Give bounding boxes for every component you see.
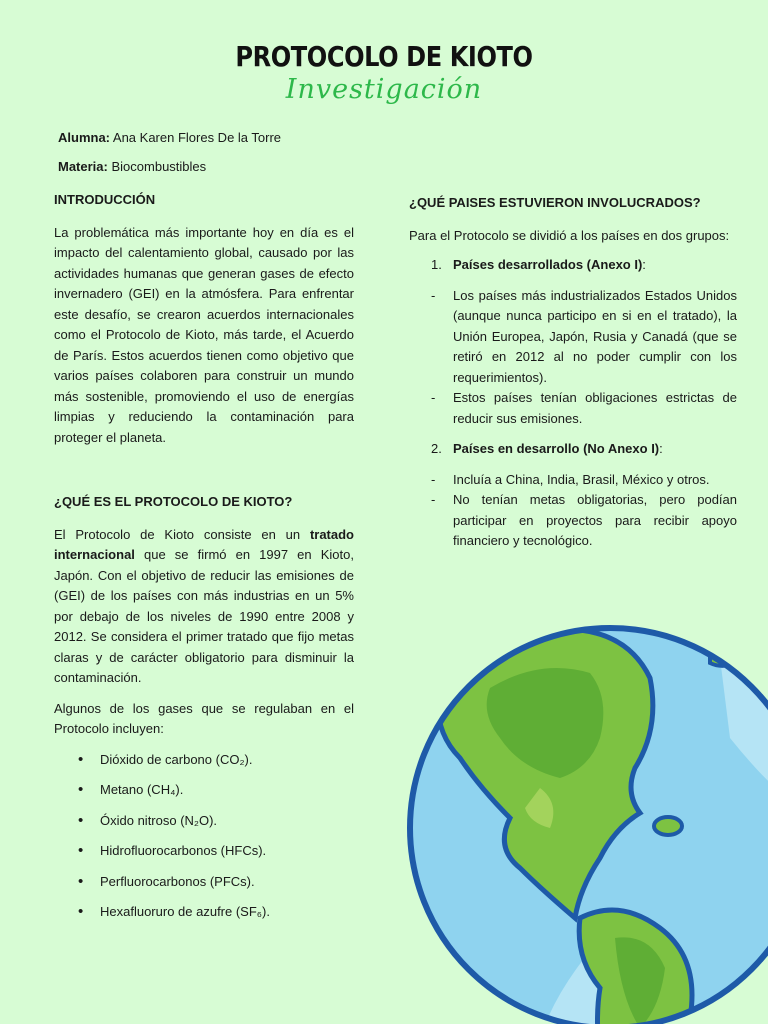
group1-list — [431, 286, 737, 430]
page-title: PROTOCOLO DE KIOTO — [235, 40, 533, 73]
what-text-a: El Protocolo de Kioto consiste en un — [54, 526, 310, 542]
list-item: • Metano (CH₄). — [78, 780, 354, 801]
group1-title-text: Países desarrollados (Anexo I) — [453, 257, 643, 272]
list-item: • Óxido nitroso (N₂O). — [78, 811, 354, 832]
right-column — [409, 193, 737, 552]
what-text-bold: tratado internacional — [54, 526, 354, 562]
group2-list — [431, 470, 737, 552]
island — [654, 817, 682, 835]
group1-number: 1. — [431, 257, 442, 272]
group1-title — [431, 255, 737, 276]
list-item: • Hidrofluorocarbonos (HFCs). — [78, 841, 354, 862]
what-paragraph — [54, 525, 354, 689]
intro-paragraph: La problemática más importante hoy en día es el impacto del calentamiento global, causado por las actividades humanas que generan gases de efecto invernadero (GEI) en la atmósfera. Para enfrentar este desafío, se crearon acuerdos internacionales como el Protocolo de Kioto, más tarde, el Acuerdo de París. Estos acuerdos tienen como objetivo que varios países colaboren para construir un mundo más sostenible, promoviendo el uso de energías limpias y reduciendo la contaminación para proteger el planeta. — [54, 224, 354, 445]
author-label: Alumna: — [58, 130, 110, 145]
what-heading: ¿QUÉ ES EL PROTOCOLO DE KIOTO? — [54, 494, 293, 509]
subject-line — [58, 159, 206, 174]
subject-value: Biocombustibles — [111, 159, 207, 174]
group2-number: 2. — [431, 441, 442, 456]
author-line — [58, 130, 281, 145]
earth-globe-icon — [400, 618, 768, 1024]
list-item: - No tenían metas obligatorias, pero podían participar en proyectos para recibir apoyo financiero y tecnológico. — [431, 490, 737, 552]
intro-heading: INTRODUCCIÓN — [54, 192, 156, 207]
list-item: • Dióxido de carbono (CO₂). — [78, 750, 354, 771]
group1-colon: : — [642, 257, 646, 272]
left-column — [54, 190, 354, 933]
list-item: - Incluía a China, India, Brasil, México y otros. — [431, 470, 737, 491]
gases-intro: Algunos de los gases que se regulaban en el Protocolo incluyen: — [54, 700, 354, 736]
group2-title-text: Países en desarrollo (No Anexo I) — [453, 441, 660, 456]
list-item: - Estos países tenían obligaciones estrictas de reducir sus emisiones. — [431, 388, 737, 429]
group2-colon: : — [659, 441, 663, 456]
gases-list — [78, 750, 354, 923]
list-item: • Hexafluoruro de azufre (SF₆). — [78, 902, 354, 923]
list-item: • Perfluorocarbonos (PFCs). — [78, 872, 354, 893]
page-subtitle: Investigación — [285, 74, 483, 105]
countries-intro: Para el Protocolo se dividió a los países en dos grupos: — [409, 227, 730, 243]
countries-heading: ¿QUÉ PAISES ESTUVIERON INVOLUCRADOS? — [409, 195, 701, 210]
list-item: - Los países más industrializados Estados Unidos (aunque nunca participo en si en el tratado), la Unión Europea, Japón, Rusia y Canadá (que se retiró en 2012 al no poder cumplir con los requerimientos). — [431, 286, 737, 389]
author-value: Ana Karen Flores De la Torre — [112, 130, 282, 145]
group2-title — [431, 439, 737, 460]
what-text-b: que se firmó en 1997 en Kioto, Japón. Con el objetivo de reducir las emisiones de (GEI) de los países con más industrias en un 5% por debajo de los niveles de 1990 entre 2008 y 2012. Se considera el primer tratado que fijo metas claras y de carácter obligatorio para disminuir la contaminación. — [54, 547, 354, 685]
subject-label: Materia: — [58, 159, 108, 174]
